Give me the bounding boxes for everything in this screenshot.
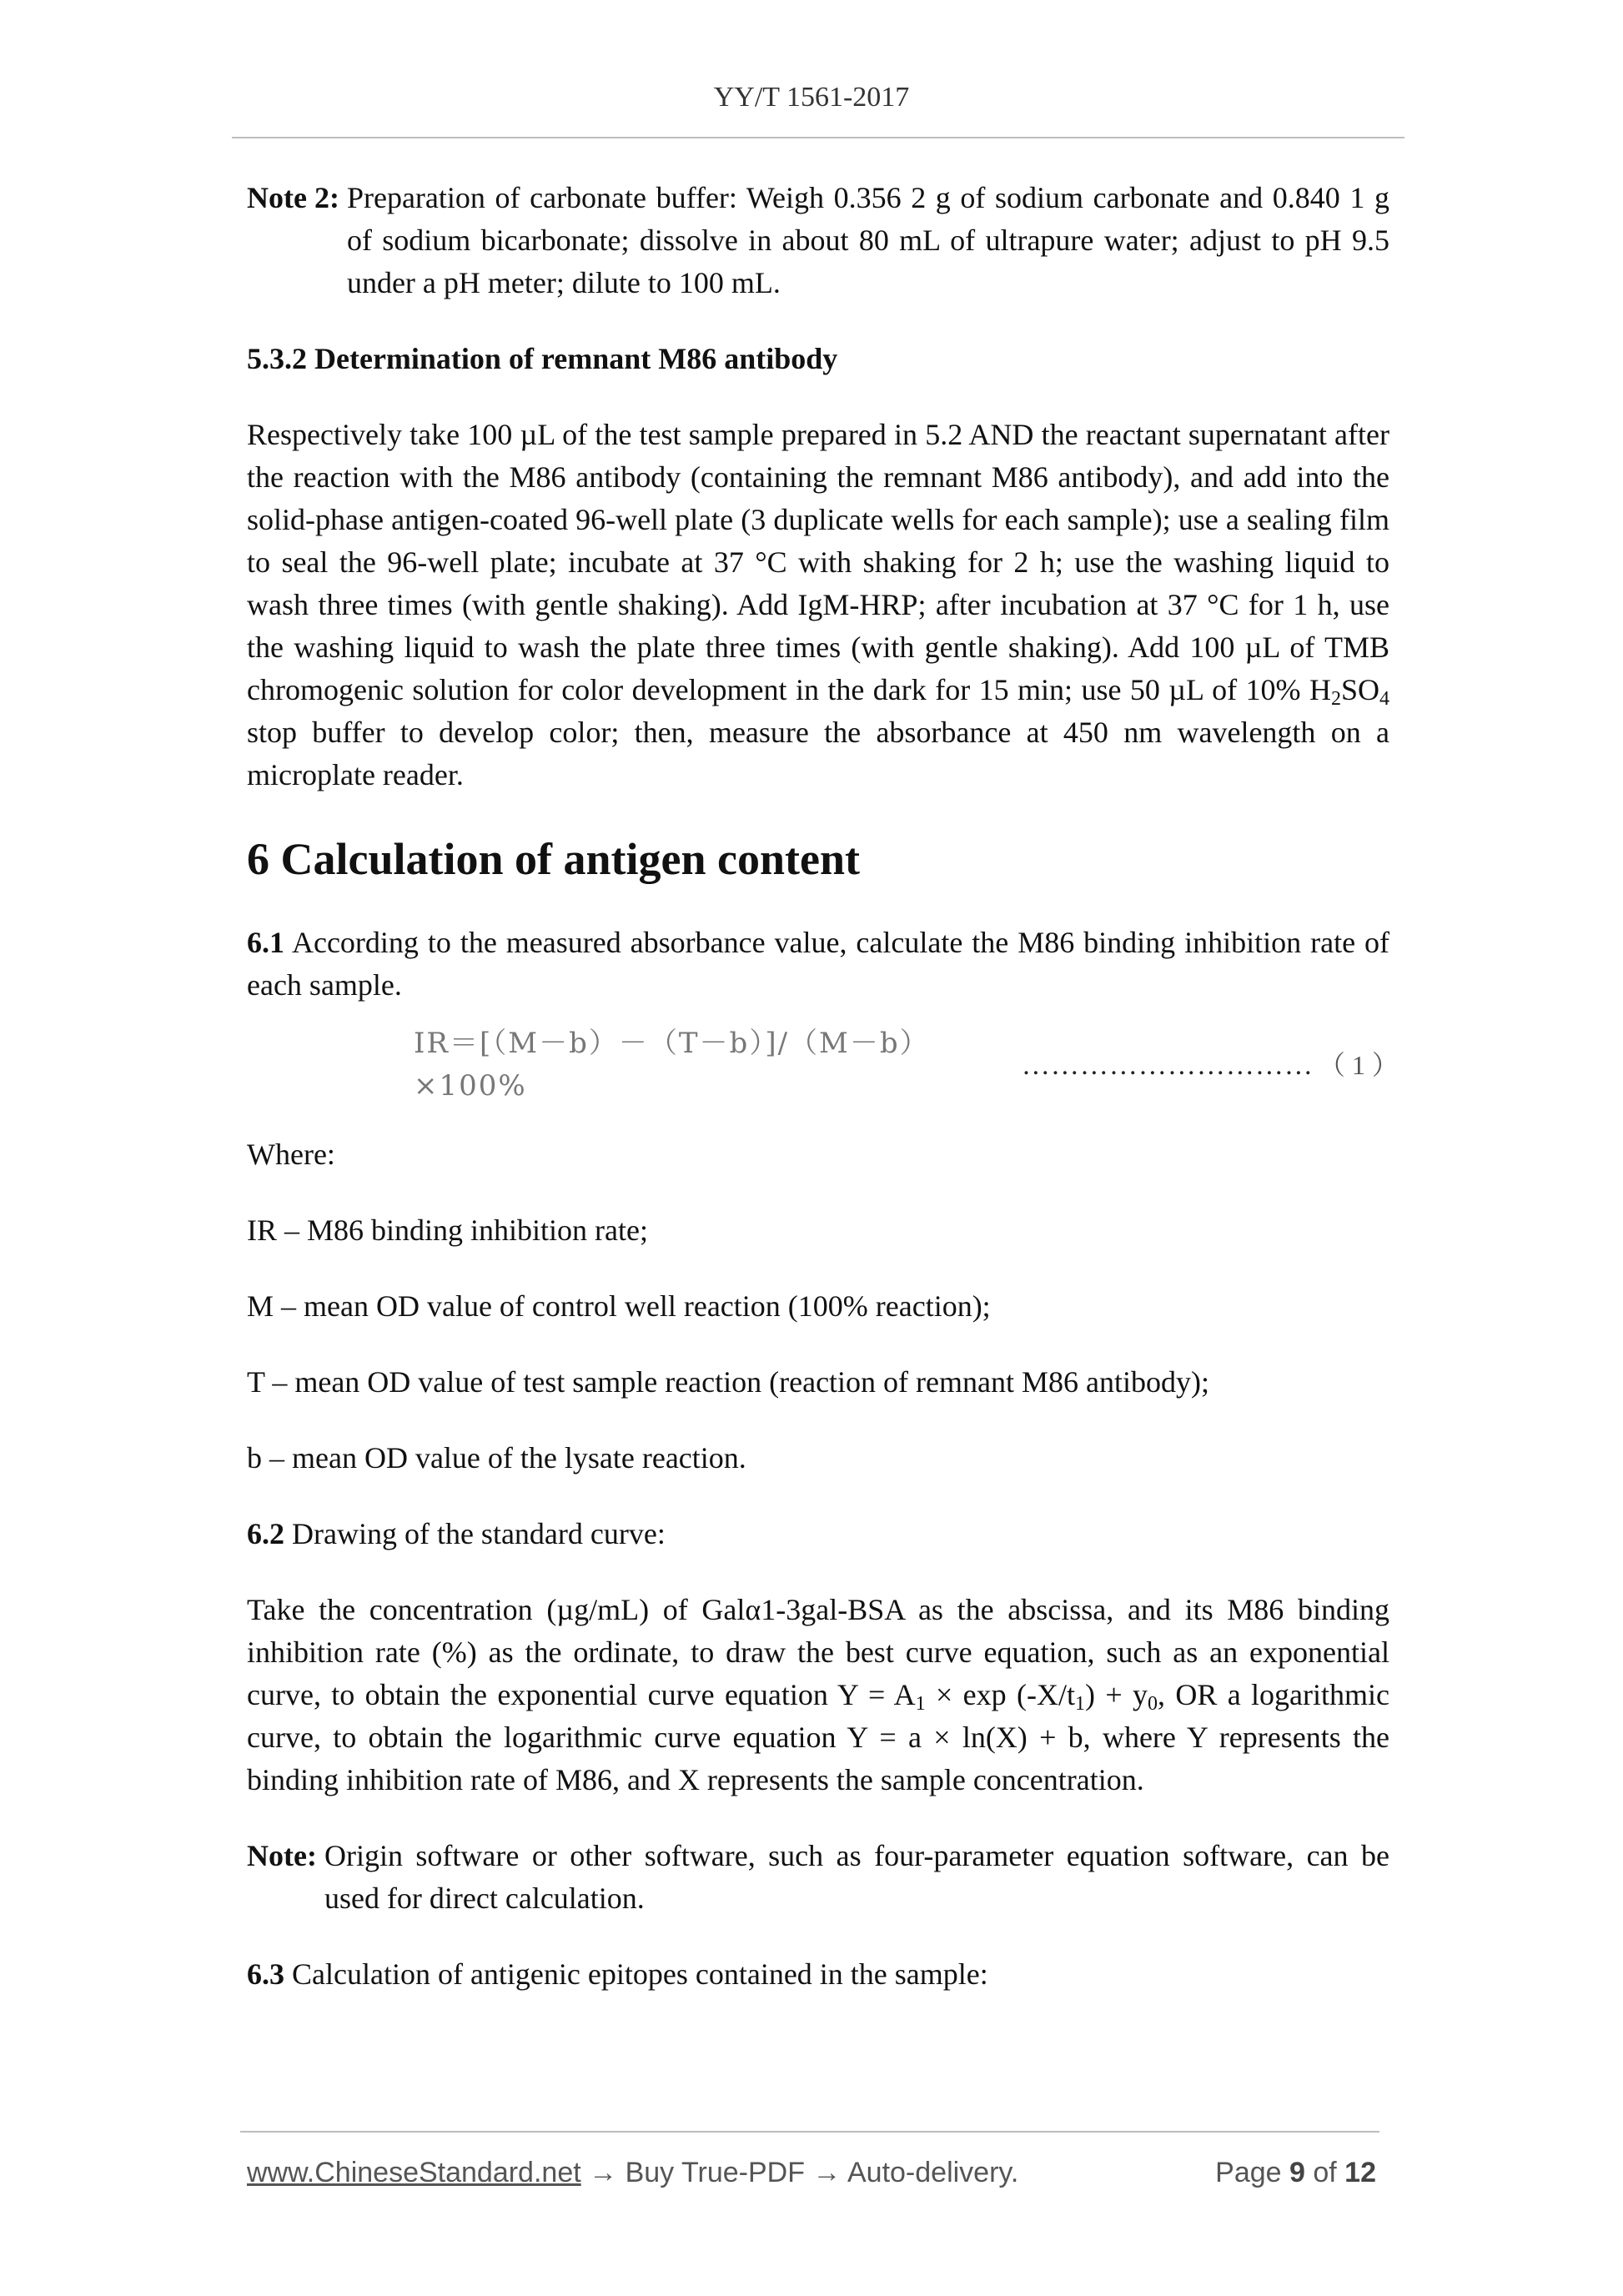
- definition-m: M – mean OD value of control well reaction (100% reaction);: [247, 1289, 991, 1323]
- page-number: 9: [1289, 2157, 1305, 2188]
- formula-number: （ 1 ）: [1318, 1049, 1399, 1080]
- page-label: Page: [1215, 2157, 1289, 2188]
- footer-left: [247, 2157, 1018, 2189]
- paragraph-5-3-2-b: stop buffer to develop color; then, measure the absorbance at 450 nm wavelength on a microplate reader.: [247, 716, 1389, 791]
- of-label: of: [1304, 2157, 1345, 2188]
- footer-promo: → Buy True-PDF → Auto-delivery.: [580, 2157, 1019, 2188]
- subscript-t1: 1: [1074, 1693, 1085, 1715]
- definition-b: b – mean OD value of the lysate reaction.: [247, 1441, 746, 1475]
- curve-text-3: ) + y: [1084, 1678, 1148, 1711]
- paragraph-6-3: [247, 1953, 1389, 1996]
- note-label: Note:: [247, 1839, 324, 1872]
- note-text: Origin software or other software, such as four-parameter equation software, can be used for direct calculation.: [324, 1839, 1389, 1915]
- definition-ir: IR – M86 binding inhibition rate;: [247, 1213, 648, 1247]
- header-divider: [232, 137, 1404, 138]
- note-2-label: Note 2:: [247, 181, 339, 214]
- curve-text-4: , OR a logarithmic curve, to obtain the logarithmic curve equation Y = a × ln(X) + b, where Y represents the binding inhibition rate of M86, and X represents the sample concentration.: [247, 1678, 1390, 1796]
- footer-divider: [240, 2131, 1379, 2133]
- document-code-header: YY/T 1561-2017: [713, 82, 910, 113]
- subscript-y0: 0: [1147, 1693, 1158, 1715]
- paragraph-6-3-text: Calculation of antigenic epitopes contained in the sample:: [284, 1957, 988, 1991]
- heading-5-3-2: 5.3.2 Determination of remnant M86 antibody: [247, 342, 838, 375]
- paragraph-6-2-body: [247, 1589, 1389, 1801]
- page-indicator: [1215, 2157, 1376, 2189]
- formula-1: [247, 1027, 1399, 1103]
- clause-number-6-2: 6.2: [247, 1517, 284, 1550]
- subscript-4: 4: [1379, 688, 1389, 710]
- footer: [247, 2157, 1376, 2193]
- clause-number-6-3: 6.3: [247, 1957, 284, 1991]
- subscript-2: 2: [1330, 688, 1341, 710]
- paragraph-6-2-title: [247, 1513, 1389, 1555]
- so-text: SO: [1340, 673, 1379, 706]
- note-2-text: Preparation of carbonate buffer: Weigh 0.356 2 g of sodium carbonate and 0.840 1 g of sodium bicarbonate; dissolve in about 80 mL of ultrapure water; adjust to pH 9.5 under a pH meter; dilute to 100 mL.: [346, 181, 1389, 299]
- paragraph-6-1: [247, 922, 1389, 1007]
- curve-text-2: × exp (-X/t: [925, 1678, 1075, 1711]
- paragraph-6-1-text: According to the measured absorbance value, calculate the M86 binding inhibition rate of each sample.: [247, 926, 1389, 1002]
- where-label: Where:: [247, 1138, 335, 1171]
- note-2: [247, 177, 1389, 304]
- page-total: 12: [1344, 2157, 1376, 2188]
- curve-text-1: Take the concentration (µg/mL) of Galα1-3gal-BSA as the abscissa, and its M86 binding inhibition rate (%) as the ordinate, to draw the best curve equation, such as an exponential curve, to obtain the exponential curve equation Y = A: [247, 1593, 1389, 1711]
- definition-t: T – mean OD value of test sample reaction (reaction of remnant M86 antibody);: [247, 1365, 1209, 1399]
- clause-number-6-1: 6.1: [247, 926, 284, 959]
- heading-6: 6 Calculation of antigen content: [247, 834, 860, 884]
- page-content: [247, 177, 1399, 2029]
- website-link[interactable]: www.ChineseStandard.net: [247, 2157, 581, 2188]
- paragraph-6-2-title-text: Drawing of the standard curve:: [284, 1517, 666, 1550]
- formula-leader-dots: …………………………: [1021, 1049, 1314, 1081]
- subscript-a1: 1: [915, 1693, 926, 1715]
- formula-expression: IR＝[（M－b）－（T－b）]/（M－b）×100%: [414, 1027, 930, 1103]
- paragraph-5-3-2-a: Respectively take 100 µL of the test sample prepared in 5.2 AND the reactant supernatant after the reaction with the M86 antibody (containing the remnant M86 antibody), and add into the solid-phase antigen-coated 96-well plate (3 duplicate wells for each sample); use a sealing film to seal the 96-well plate; incubate at 37 °C with shaking for 2 h; use the washing liquid to wash three times (with gentle shaking). Add IgM-HRP; after incubation at 37 °C for 1 h, use the washing liquid to wash the plate three times (with gentle shaking). Add 100 µL of TMB chromogenic solution for color development in the dark for 15 min; use 50 µL of 10% H: [247, 418, 1389, 706]
- note-software: [247, 1835, 1389, 1920]
- paragraph-5-3-2: [247, 414, 1389, 796]
